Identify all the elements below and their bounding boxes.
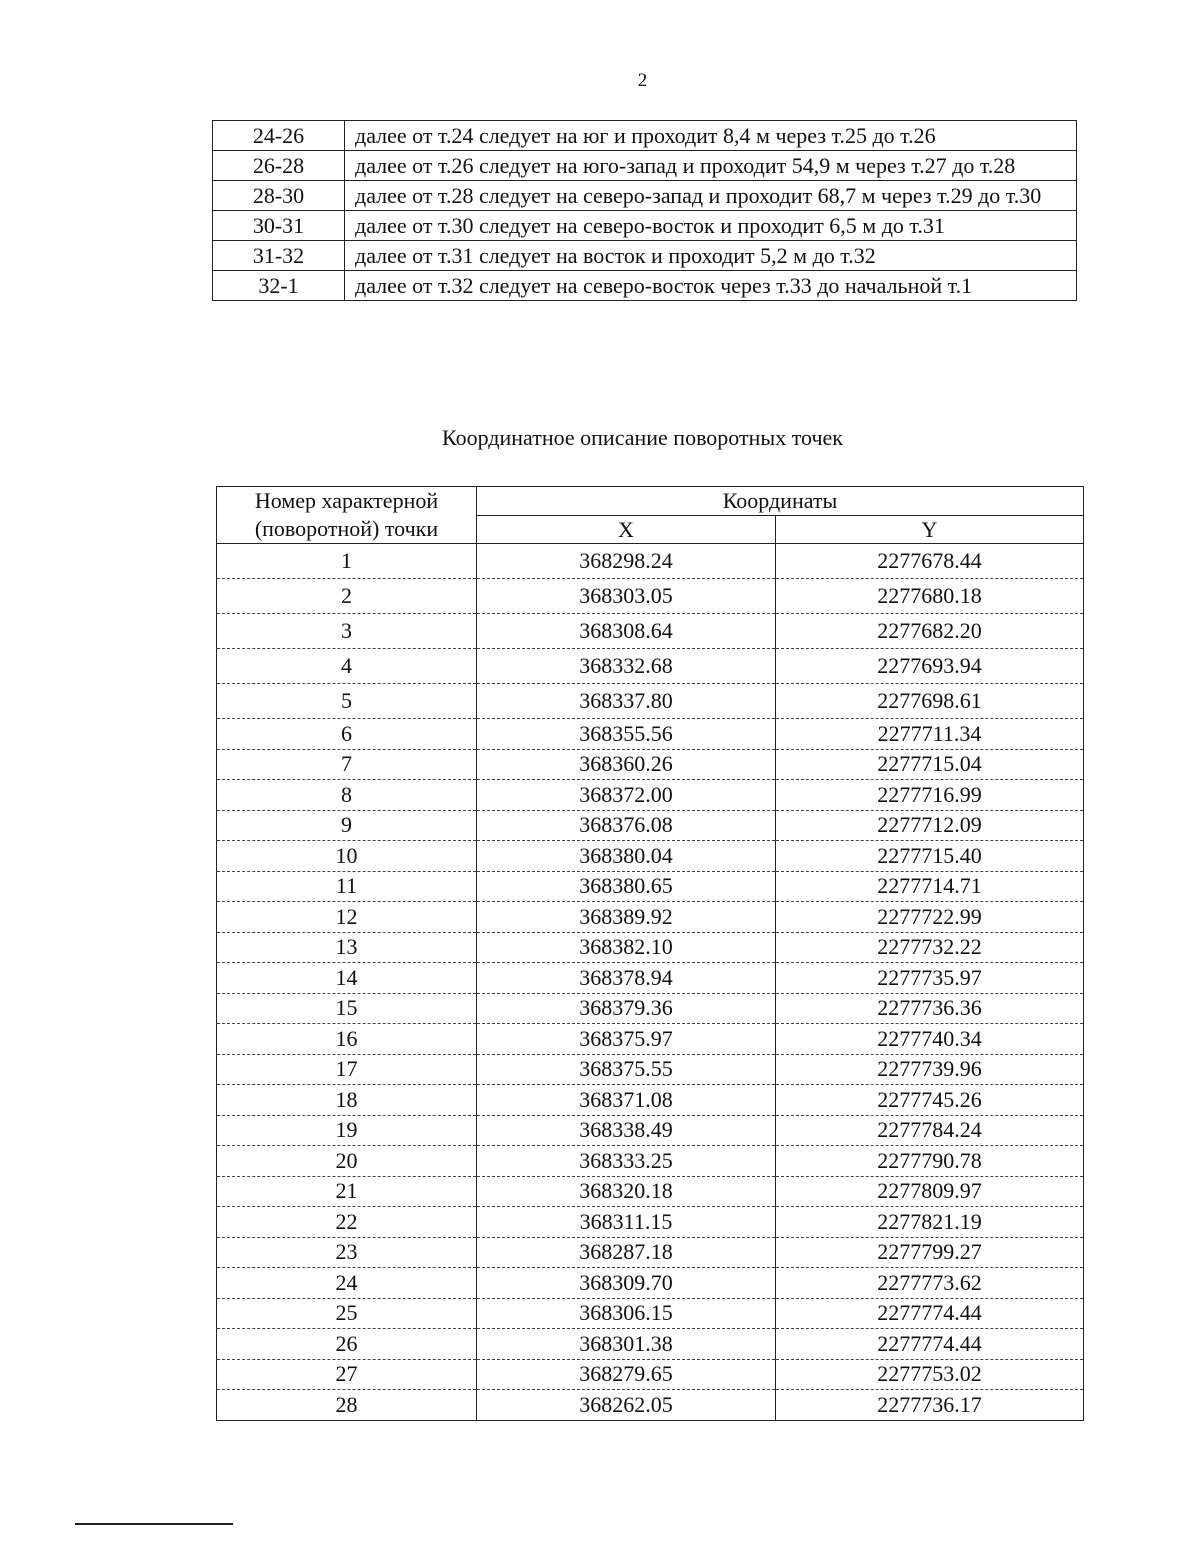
coordinate-row: [217, 1176, 1084, 1207]
x-coordinate-cell: 368338.49: [477, 1115, 776, 1146]
x-coordinate-cell: 368298.24: [477, 544, 776, 579]
route-row: [213, 241, 1077, 271]
route-row: [213, 151, 1077, 181]
y-coordinate-cell: 2277821.19: [776, 1207, 1084, 1238]
route-text: далее от т.28 следует на северо-запад и проходит 68,7 м через т.29 до т.30: [345, 181, 1077, 211]
point-number-cell: 14: [217, 963, 477, 994]
route-description-table: [212, 120, 1077, 301]
coordinate-row: [217, 544, 1084, 579]
x-coordinate-cell: 368333.25: [477, 1146, 776, 1177]
y-coordinate-cell: 2277774.44: [776, 1298, 1084, 1329]
route-segment: 30-31: [213, 211, 345, 241]
y-coordinate-cell: 2277735.97: [776, 963, 1084, 994]
y-coordinate-cell: 2277698.61: [776, 684, 1084, 719]
route-text: далее от т.32 следует на северо-восток через т.33 до начальной т.1: [345, 271, 1077, 301]
point-number-cell: 26: [217, 1329, 477, 1360]
point-number-cell: 2: [217, 579, 477, 614]
point-number-cell: 1: [217, 544, 477, 579]
y-coordinate-cell: 2277712.09: [776, 810, 1084, 841]
y-coordinate-cell: 2277809.97: [776, 1176, 1084, 1207]
route-row: [213, 121, 1077, 151]
page-number: 2: [637, 70, 648, 91]
route-text: далее от т.24 следует на юг и проходит 8,4 м через т.25 до т.26: [345, 121, 1077, 151]
y-coordinate-cell: 2277799.27: [776, 1237, 1084, 1268]
x-header: X: [477, 515, 776, 544]
route-segment: 26-28: [213, 151, 345, 181]
point-number-cell: 21: [217, 1176, 477, 1207]
point-number-cell: 12: [217, 902, 477, 933]
x-coordinate-cell: 368375.55: [477, 1054, 776, 1085]
coordinates-body: [217, 544, 1084, 1421]
route-text: далее от т.30 следует на северо-восток и проходит 6,5 м до т.31: [345, 211, 1077, 241]
coordinate-row: [217, 719, 1084, 750]
x-coordinate-cell: 368303.05: [477, 579, 776, 614]
coordinate-row: [217, 649, 1084, 684]
y-coordinate-cell: 2277682.20: [776, 614, 1084, 649]
x-coordinate-cell: 368355.56: [477, 719, 776, 750]
route-segment: 31-32: [213, 241, 345, 271]
point-number-cell: 5: [217, 684, 477, 719]
point-number-header-line2: (поворотной) точки: [254, 516, 439, 541]
y-coordinate-cell: 2277753.02: [776, 1359, 1084, 1390]
y-header: Y: [776, 515, 1084, 544]
coordinate-row: [217, 1237, 1084, 1268]
coordinate-row: [217, 1268, 1084, 1299]
point-number-cell: 9: [217, 810, 477, 841]
x-coordinate-cell: 368332.68: [477, 649, 776, 684]
coordinate-row: [217, 932, 1084, 963]
footnote-rule: [75, 1523, 233, 1525]
y-coordinate-cell: 2277714.71: [776, 871, 1084, 902]
x-coordinate-cell: 368371.08: [477, 1085, 776, 1116]
x-coordinate-cell: 368262.05: [477, 1390, 776, 1421]
route-segment: 24-26: [213, 121, 345, 151]
point-number-cell: 10: [217, 841, 477, 872]
y-coordinate-cell: 2277774.44: [776, 1329, 1084, 1360]
coordinate-row: [217, 1329, 1084, 1360]
route-text: далее от т.31 следует на восток и проходит 5,2 м до т.32: [345, 241, 1077, 271]
x-coordinate-cell: 368379.36: [477, 993, 776, 1024]
y-coordinate-cell: 2277736.17: [776, 1390, 1084, 1421]
coordinate-row: [217, 780, 1084, 811]
coordinate-row: [217, 684, 1084, 719]
point-number-cell: 16: [217, 1024, 477, 1055]
x-coordinate-cell: 368306.15: [477, 1298, 776, 1329]
coordinate-row: [217, 1359, 1084, 1390]
point-number-cell: 13: [217, 932, 477, 963]
point-number-cell: 23: [217, 1237, 477, 1268]
y-coordinate-cell: 2277732.22: [776, 932, 1084, 963]
point-number-header-line1: Номер характерной: [254, 488, 439, 513]
y-coordinate-cell: 2277711.34: [776, 719, 1084, 750]
x-coordinate-cell: 368389.92: [477, 902, 776, 933]
x-coordinate-cell: 368301.38: [477, 1329, 776, 1360]
point-number-cell: 19: [217, 1115, 477, 1146]
route-row: [213, 271, 1077, 301]
point-number-cell: 6: [217, 719, 477, 750]
y-coordinate-cell: 2277773.62: [776, 1268, 1084, 1299]
coordinate-row: [217, 871, 1084, 902]
point-number-cell: 24: [217, 1268, 477, 1299]
x-coordinate-cell: 368372.00: [477, 780, 776, 811]
point-number-cell: 18: [217, 1085, 477, 1116]
x-coordinate-cell: 368378.94: [477, 963, 776, 994]
x-coordinate-cell: 368279.65: [477, 1359, 776, 1390]
x-coordinate-cell: 368360.26: [477, 749, 776, 780]
point-number-cell: 8: [217, 780, 477, 811]
point-number-header: [217, 487, 477, 544]
x-coordinate-cell: 368375.97: [477, 1024, 776, 1055]
coordinate-row: [217, 614, 1084, 649]
coordinate-row: [217, 1390, 1084, 1421]
y-coordinate-cell: 2277740.34: [776, 1024, 1084, 1055]
x-coordinate-cell: 368337.80: [477, 684, 776, 719]
x-coordinate-cell: 368382.10: [477, 932, 776, 963]
point-number-cell: 27: [217, 1359, 477, 1390]
route-row: [213, 211, 1077, 241]
x-coordinate-cell: 368376.08: [477, 810, 776, 841]
point-number-cell: 17: [217, 1054, 477, 1085]
y-coordinate-cell: 2277790.78: [776, 1146, 1084, 1177]
coordinate-row: [217, 963, 1084, 994]
coordinate-row: [217, 1085, 1084, 1116]
point-number-cell: 25: [217, 1298, 477, 1329]
y-coordinate-cell: 2277745.26: [776, 1085, 1084, 1116]
coordinate-row: [217, 810, 1084, 841]
route-segment: 28-30: [213, 181, 345, 211]
coordinate-row: [217, 1298, 1084, 1329]
route-segment: 32-1: [213, 271, 345, 301]
y-coordinate-cell: 2277678.44: [776, 544, 1084, 579]
coordinate-row: [217, 1024, 1084, 1055]
y-coordinate-cell: 2277784.24: [776, 1115, 1084, 1146]
y-coordinate-cell: 2277680.18: [776, 579, 1084, 614]
coordinate-row: [217, 1115, 1084, 1146]
coordinate-row: [217, 579, 1084, 614]
coordinate-row: [217, 1207, 1084, 1238]
x-coordinate-cell: 368287.18: [477, 1237, 776, 1268]
y-coordinate-cell: 2277715.40: [776, 841, 1084, 872]
point-number-cell: 11: [217, 871, 477, 902]
point-number-cell: 7: [217, 749, 477, 780]
x-coordinate-cell: 368380.04: [477, 841, 776, 872]
y-coordinate-cell: 2277722.99: [776, 902, 1084, 933]
y-coordinate-cell: 2277736.36: [776, 993, 1084, 1024]
point-number-cell: 22: [217, 1207, 477, 1238]
coordinates-table: [216, 486, 1084, 1421]
point-number-cell: 20: [217, 1146, 477, 1177]
x-coordinate-cell: 368380.65: [477, 871, 776, 902]
coordinate-row: [217, 1054, 1084, 1085]
x-coordinate-cell: 368311.15: [477, 1207, 776, 1238]
point-number-cell: 15: [217, 993, 477, 1024]
route-text: далее от т.26 следует на юго-запад и проходит 54,9 м через т.27 до т.28: [345, 151, 1077, 181]
y-coordinate-cell: 2277716.99: [776, 780, 1084, 811]
point-number-cell: 3: [217, 614, 477, 649]
coordinate-row: [217, 993, 1084, 1024]
x-coordinate-cell: 368309.70: [477, 1268, 776, 1299]
coordinates-header: Координаты: [477, 487, 1084, 516]
coords-header-row: [217, 487, 1084, 516]
x-coordinate-cell: 368320.18: [477, 1176, 776, 1207]
point-number-cell: 28: [217, 1390, 477, 1421]
route-row: [213, 181, 1077, 211]
point-number-cell: 4: [217, 649, 477, 684]
coordinate-row: [217, 841, 1084, 872]
coordinate-row: [217, 749, 1084, 780]
coordinate-row: [217, 902, 1084, 933]
y-coordinate-cell: 2277739.96: [776, 1054, 1084, 1085]
coordinate-row: [217, 1146, 1084, 1177]
y-coordinate-cell: 2277715.04: [776, 749, 1084, 780]
y-coordinate-cell: 2277693.94: [776, 649, 1084, 684]
section-title: Координатное описание поворотных точек: [442, 425, 843, 450]
x-coordinate-cell: 368308.64: [477, 614, 776, 649]
